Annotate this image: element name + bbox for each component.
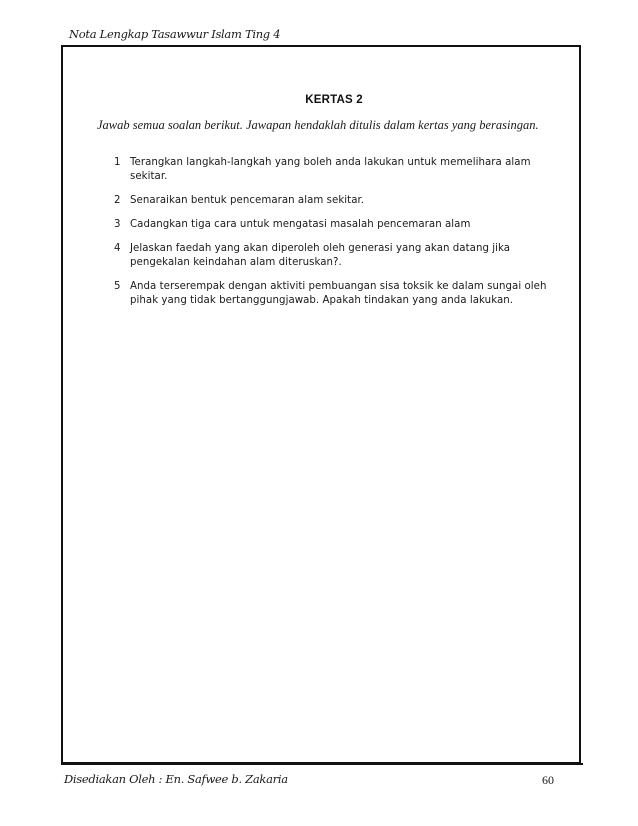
question-number: 5 (114, 281, 121, 292)
page-border-bottom-rule (61, 763, 583, 765)
question-number: 2 (114, 195, 121, 206)
question-text: Jelaskan faedah yang akan diperoleh oleh generasi yang akan datang jika pengekalan keindahan alam diteruskan?. (130, 243, 511, 268)
question-text: Anda terserempak dengan aktiviti pembuangan sisa toksik ke dalam sungai oleh pihak yang tidak bertanggungjawab. Apakah tindakan yang anda lakukan. (130, 281, 547, 306)
question-number: 4 (114, 243, 121, 254)
page-number: 60 (542, 773, 554, 787)
question-text: Senaraikan bentuk pencemaran alam sekitar. (130, 195, 365, 206)
question-list (114, 156, 554, 308)
footer-prepared-by: Disediakan Oleh : En. Safwee b. Zakaria (64, 772, 288, 786)
question-number: 3 (114, 219, 121, 230)
header-title: Nota Lengkap Tasawwur Islam Ting 4 (69, 27, 281, 41)
page-border (61, 45, 581, 764)
question-text: Cadangkan tiga cara untuk mengatasi masalah pencemaran alam (130, 219, 471, 230)
question-number: 1 (114, 157, 121, 168)
question-item (114, 156, 554, 184)
question-item (114, 242, 554, 270)
question-text: Terangkan langkah-langkah yang boleh anda lakukan untuk memelihara alam sekitar. (130, 157, 531, 182)
question-item (114, 218, 554, 232)
paper-title: KERTAS 2 (305, 94, 363, 106)
paper-instruction: Jawab semua soalan berikut. Jawapan hendaklah ditulis dalam kertas yang berasingan. (97, 118, 539, 132)
question-item (114, 194, 554, 208)
question-item (114, 280, 554, 308)
